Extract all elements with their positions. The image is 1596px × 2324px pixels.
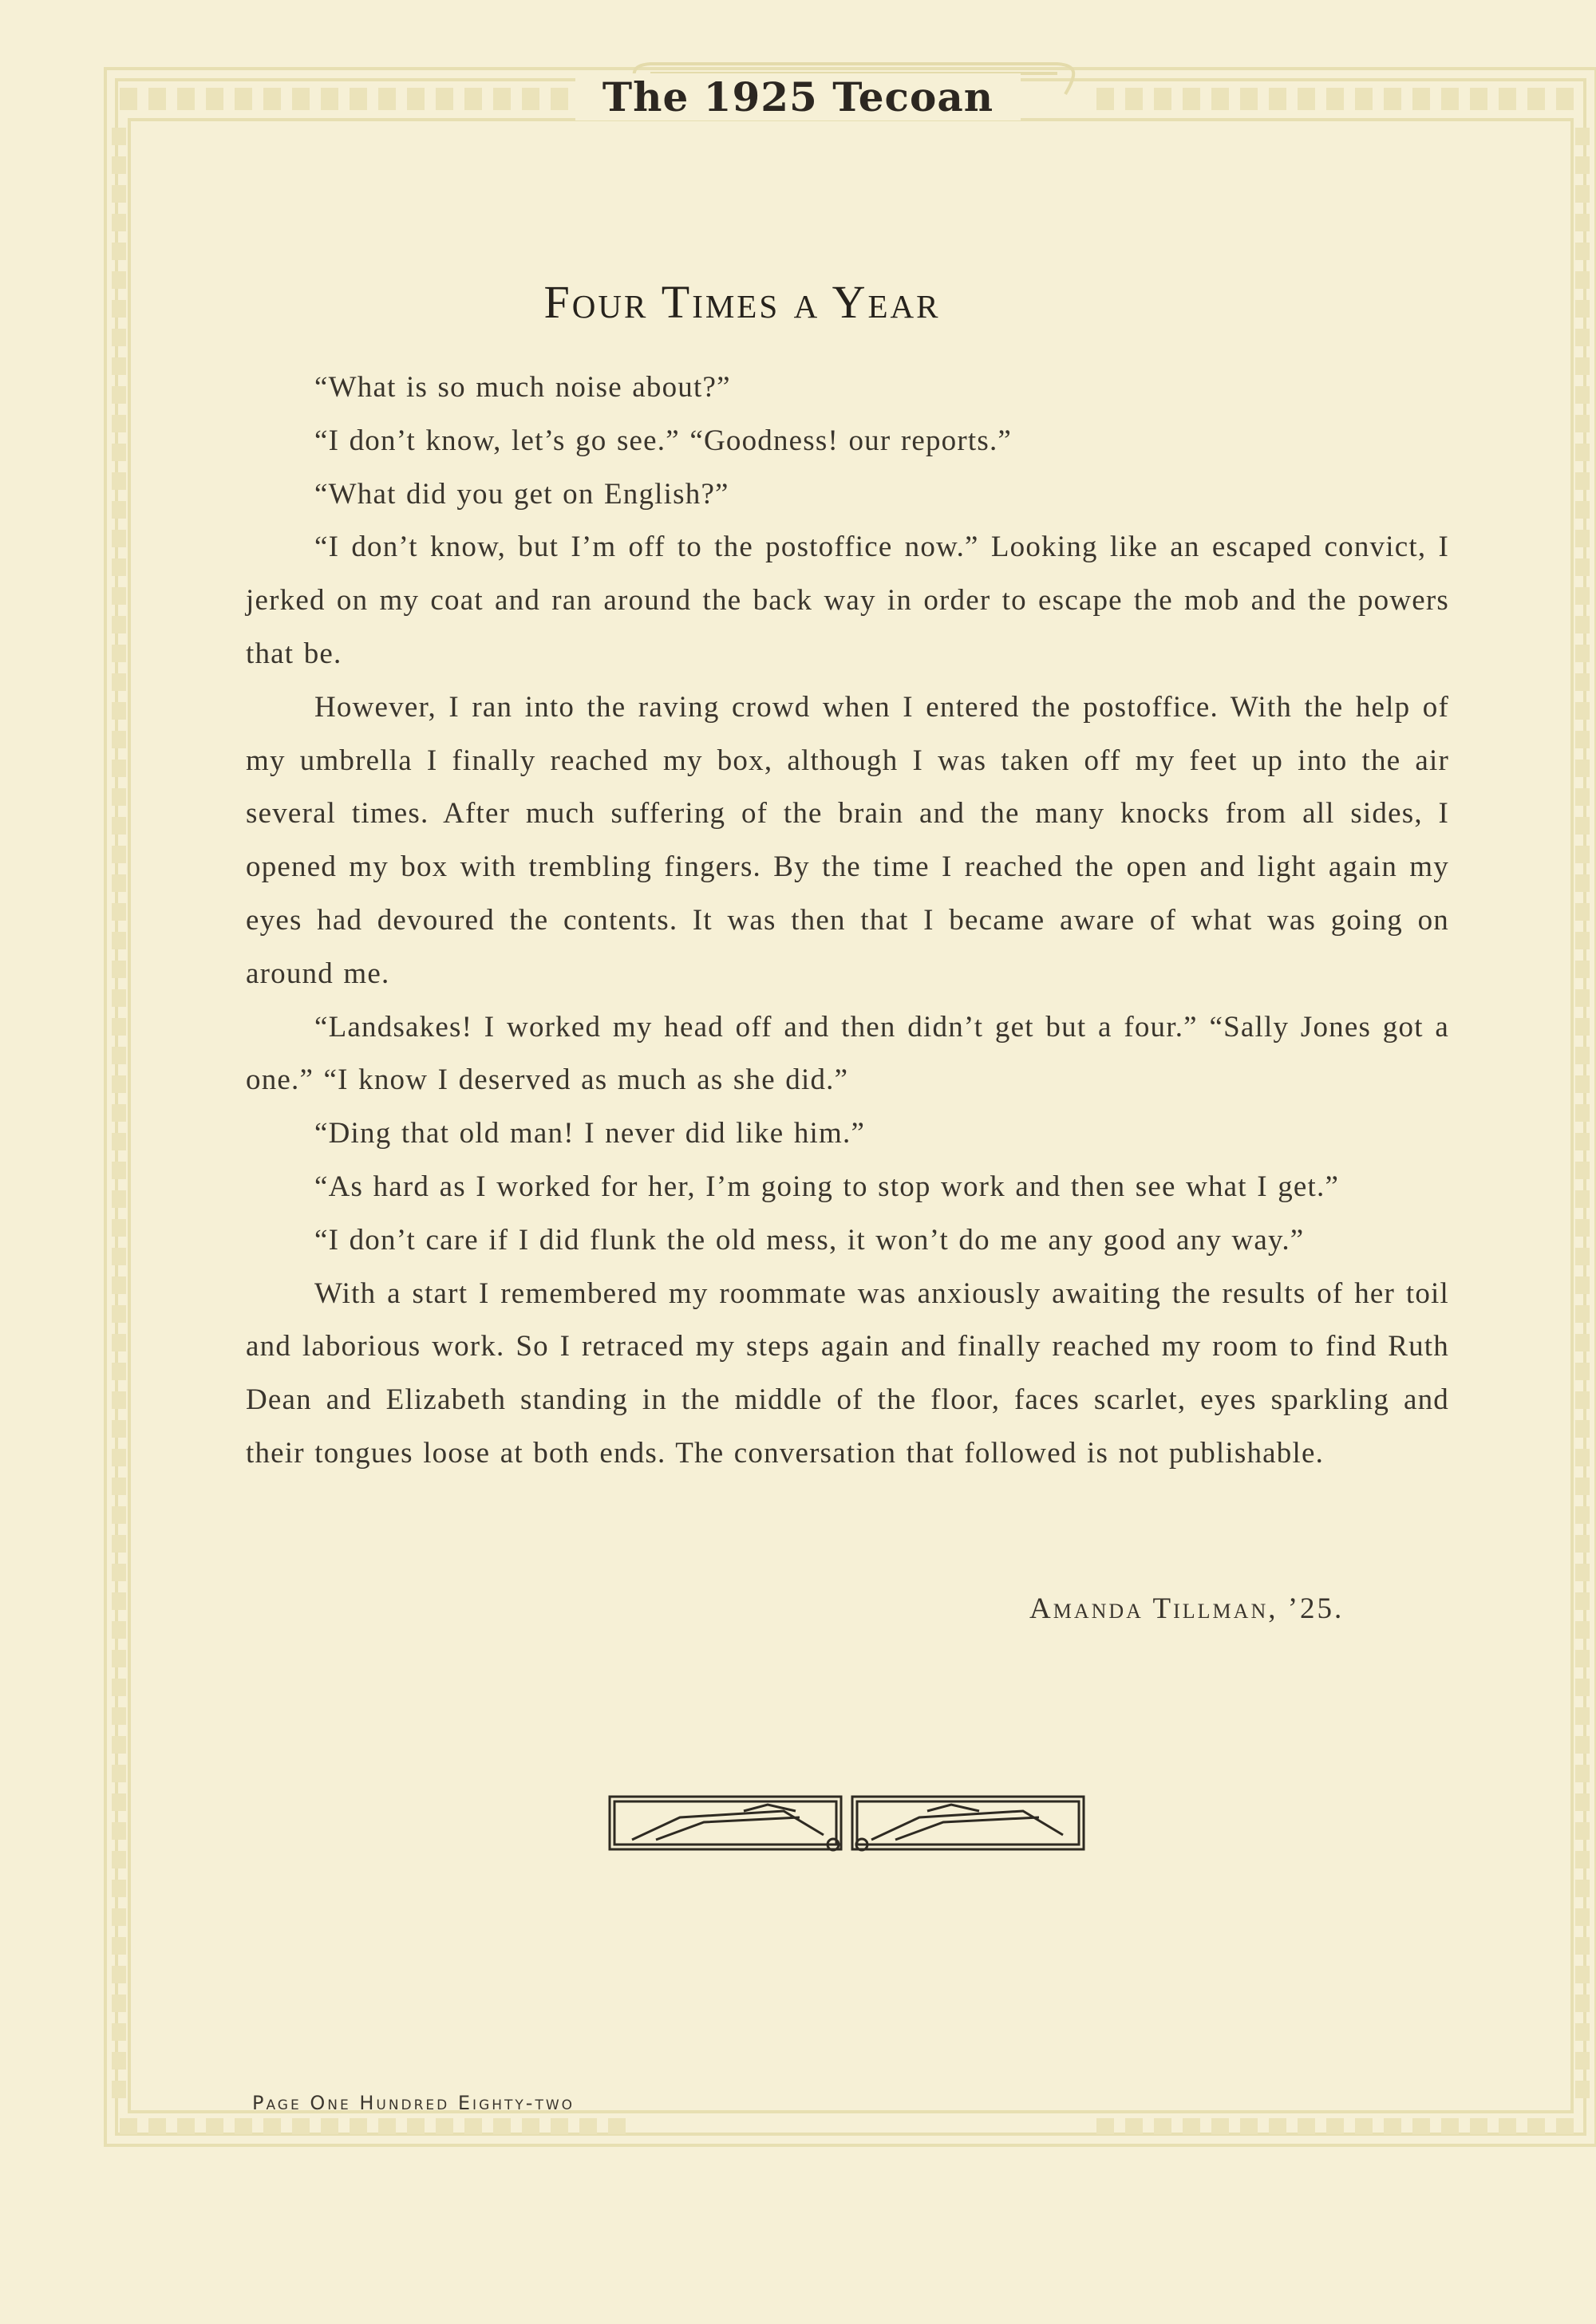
border-block bbox=[1575, 214, 1590, 231]
border-block bbox=[608, 2118, 626, 2134]
border-block bbox=[1575, 846, 1590, 863]
border-block bbox=[112, 156, 126, 174]
border-block bbox=[1575, 1190, 1590, 1208]
border-block bbox=[1527, 2118, 1545, 2134]
article-body bbox=[246, 361, 1449, 1481]
border-block bbox=[1575, 1765, 1590, 1782]
border-block bbox=[1575, 932, 1590, 949]
border-block bbox=[1575, 1592, 1590, 1610]
border-block bbox=[1575, 2081, 1590, 2098]
border-block bbox=[1575, 1506, 1590, 1524]
border-block bbox=[1575, 1047, 1590, 1064]
border-block bbox=[112, 1822, 126, 1840]
article-title: Four Times a Year bbox=[543, 276, 941, 328]
border-block bbox=[1575, 760, 1590, 777]
border-block bbox=[1575, 444, 1590, 461]
border-block bbox=[112, 1190, 126, 1208]
border-block bbox=[1575, 1420, 1590, 1438]
border-block bbox=[112, 1018, 126, 1036]
border-block bbox=[1575, 1908, 1590, 1926]
border-block bbox=[1575, 1248, 1590, 1265]
border-block bbox=[1575, 472, 1590, 490]
border-block bbox=[1412, 2118, 1430, 2134]
border-block bbox=[321, 2118, 338, 2134]
border-block bbox=[1575, 386, 1590, 404]
border-block bbox=[1575, 415, 1590, 432]
border-block bbox=[1575, 1305, 1590, 1323]
border-block bbox=[263, 2118, 281, 2134]
border-block bbox=[1575, 1937, 1590, 1955]
border-block bbox=[112, 1535, 126, 1553]
border-block bbox=[112, 673, 126, 691]
border-block bbox=[1575, 1363, 1590, 1380]
border-block bbox=[112, 1133, 126, 1150]
border-block bbox=[1575, 185, 1590, 203]
border-block bbox=[1575, 1995, 1590, 2012]
paragraph: “What is so much noise about?” bbox=[314, 371, 731, 404]
border-block bbox=[1183, 2118, 1200, 2134]
border-block bbox=[112, 645, 126, 662]
paragraph: “Landsakes! I worked my head off and then didn’t get but a four.” “Sally Jones got a one.” “I know I deserved as much as she did.” bbox=[246, 1010, 1449, 1097]
border-block bbox=[1575, 530, 1590, 547]
border-block bbox=[1575, 1966, 1590, 1983]
border-block bbox=[1575, 128, 1590, 145]
border-block bbox=[112, 214, 126, 231]
border-block bbox=[493, 2118, 511, 2134]
border-block bbox=[112, 530, 126, 547]
border-block bbox=[1575, 156, 1590, 174]
border-block bbox=[378, 2118, 396, 2134]
border-block bbox=[407, 2118, 425, 2134]
border-block bbox=[112, 961, 126, 978]
border-block bbox=[1575, 1018, 1590, 1036]
border-block bbox=[112, 1793, 126, 1811]
border-block bbox=[1575, 989, 1590, 1007]
border-block bbox=[1154, 2118, 1171, 2134]
border-block bbox=[1575, 1133, 1590, 1150]
border-block bbox=[1575, 1880, 1590, 1897]
border-block bbox=[1575, 1650, 1590, 1667]
ornament-divider bbox=[608, 1793, 1087, 1857]
border-block bbox=[1575, 1707, 1590, 1725]
border-block bbox=[112, 558, 126, 576]
border-block bbox=[112, 501, 126, 519]
border-block bbox=[112, 731, 126, 748]
border-block bbox=[1575, 300, 1590, 318]
border-block bbox=[1556, 2118, 1574, 2134]
border-block bbox=[235, 2118, 252, 2134]
border-block bbox=[1575, 903, 1590, 921]
border-block bbox=[112, 2023, 126, 2041]
border-block bbox=[206, 2118, 223, 2134]
border-block bbox=[112, 1334, 126, 1351]
border-block bbox=[148, 2118, 166, 2134]
border-block bbox=[551, 2118, 568, 2134]
border-block bbox=[1575, 1219, 1590, 1237]
border-block bbox=[1575, 1736, 1590, 1754]
border-block bbox=[112, 587, 126, 605]
border-block bbox=[112, 702, 126, 720]
border-block bbox=[1575, 1162, 1590, 1179]
border-block bbox=[112, 386, 126, 404]
border-block bbox=[112, 1305, 126, 1323]
border-block bbox=[292, 2118, 310, 2134]
border-block bbox=[1269, 2118, 1286, 2134]
border-block bbox=[112, 1736, 126, 1754]
border-block bbox=[112, 329, 126, 346]
border-block bbox=[1470, 2118, 1487, 2134]
page-footer: Page One Hundred Eighty-two bbox=[252, 2092, 575, 2114]
border-block bbox=[112, 1621, 126, 1639]
border-block bbox=[1575, 1679, 1590, 1696]
border-block bbox=[112, 1478, 126, 1495]
paragraph: “I don’t know, let’s go see.” “Goodness! our reports.” bbox=[314, 424, 1013, 457]
border-block bbox=[1575, 788, 1590, 806]
border-block bbox=[112, 2052, 126, 2070]
border-block bbox=[112, 1880, 126, 1897]
border-block bbox=[350, 2118, 367, 2134]
border-block bbox=[1575, 702, 1590, 720]
border-block bbox=[1575, 2023, 1590, 2041]
border-block bbox=[1575, 874, 1590, 892]
paragraph: “Ding that old man! I never did like him.” bbox=[314, 1117, 866, 1150]
border-block bbox=[112, 1765, 126, 1782]
border-block bbox=[112, 1162, 126, 1179]
border-block bbox=[112, 2081, 126, 2098]
border-block bbox=[112, 1995, 126, 2012]
border-block bbox=[1575, 1075, 1590, 1093]
border-block bbox=[1575, 1391, 1590, 1409]
border-block bbox=[1575, 243, 1590, 260]
border-block bbox=[1326, 2118, 1344, 2134]
border-block bbox=[112, 1966, 126, 1983]
paragraph: However, I ran into the raving crowd when I entered the postoffice. With the help of my umbrella I finally reached my box, although I was taken off my feet up into the air several times. After much suffering of the brain and the many knocks from all sides, I opened my box with trembling fingers. By the time I reached the open and light again my eyes had devoured the contents. It was then that I became aware of what was going on around me. bbox=[246, 690, 1449, 990]
border-block bbox=[112, 1851, 126, 1868]
border-block bbox=[112, 903, 126, 921]
paragraph: With a start I remembered my roommate was anxiously awaiting the results of her toil and laborious work. So I retraced my steps again and finally reached my room to find Ruth Dean and Elizabeth standing in the middle of the floor, faces scarlet, eyes sparkling and their tongues loose at both ends. The conversation that followed is not publishable. bbox=[246, 1276, 1449, 1470]
paragraph: “As hard as I worked for her, I’m going to stop work and then see what I get.” bbox=[314, 1170, 1340, 1203]
border-block bbox=[112, 128, 126, 145]
border-block bbox=[1575, 731, 1590, 748]
border-block bbox=[112, 1363, 126, 1380]
border-block bbox=[1575, 587, 1590, 605]
border-block bbox=[112, 760, 126, 777]
border-block bbox=[1575, 1822, 1590, 1840]
border-block bbox=[1575, 1276, 1590, 1294]
border-block bbox=[464, 2118, 482, 2134]
border-block bbox=[579, 2118, 597, 2134]
border-block bbox=[112, 1908, 126, 1926]
border-block bbox=[112, 1564, 126, 1581]
border-block bbox=[112, 1679, 126, 1696]
paragraph: “I don’t know, but I’m off to the postoffice now.” Looking like an escaped convict, I jerked on my coat and ran around the back way in order to escape the mob and the powers that be. bbox=[246, 531, 1449, 670]
border-block bbox=[436, 2118, 453, 2134]
running-header bbox=[0, 73, 1596, 120]
border-block bbox=[1575, 1334, 1590, 1351]
border-block bbox=[1575, 271, 1590, 289]
border-block bbox=[1575, 673, 1590, 691]
border-block bbox=[112, 1248, 126, 1265]
border-block bbox=[1575, 616, 1590, 633]
author-signature: Amanda Tillman, ’25. bbox=[1029, 1592, 1345, 1625]
border-block bbox=[1575, 1793, 1590, 1811]
border-block bbox=[112, 472, 126, 490]
border-block bbox=[112, 357, 126, 375]
border-block bbox=[1575, 329, 1590, 346]
border-block bbox=[1575, 1621, 1590, 1639]
border-block bbox=[1575, 357, 1590, 375]
border-block bbox=[1575, 817, 1590, 835]
border-block bbox=[1575, 645, 1590, 662]
border-block bbox=[1575, 1478, 1590, 1495]
border-block bbox=[1575, 1564, 1590, 1581]
border-block bbox=[1575, 961, 1590, 978]
border-block bbox=[112, 616, 126, 633]
border-block bbox=[1096, 2118, 1114, 2134]
border-block bbox=[112, 1104, 126, 1122]
border-block bbox=[1384, 2118, 1401, 2134]
border-block bbox=[112, 874, 126, 892]
border-block bbox=[1575, 1851, 1590, 1868]
border-block bbox=[1575, 1449, 1590, 1466]
border-block bbox=[112, 1075, 126, 1093]
border-block bbox=[1575, 1104, 1590, 1122]
border-block bbox=[1575, 501, 1590, 519]
border-block bbox=[112, 1506, 126, 1524]
border-block bbox=[112, 444, 126, 461]
border-block bbox=[112, 1047, 126, 1064]
border-block bbox=[112, 989, 126, 1007]
border-block bbox=[1499, 2118, 1516, 2134]
border-block bbox=[112, 1650, 126, 1667]
paragraph: “What did you get on English?” bbox=[314, 477, 729, 511]
border-block bbox=[112, 817, 126, 835]
border-block bbox=[112, 1937, 126, 1955]
border-block bbox=[120, 2118, 137, 2134]
border-block bbox=[112, 1449, 126, 1466]
border-block bbox=[112, 1391, 126, 1409]
border-block bbox=[1575, 2052, 1590, 2070]
border-block bbox=[112, 1420, 126, 1438]
border-block bbox=[112, 1592, 126, 1610]
border-block bbox=[112, 1219, 126, 1237]
paragraph: “I don’t care if I did flunk the old mess, it won’t do me any good any way.” bbox=[314, 1223, 1305, 1257]
border-block bbox=[1125, 2118, 1143, 2134]
border-block bbox=[1211, 2118, 1229, 2134]
border-block bbox=[112, 846, 126, 863]
border-block bbox=[112, 415, 126, 432]
border-block bbox=[112, 1707, 126, 1725]
border-block bbox=[1441, 2118, 1459, 2134]
border-block bbox=[112, 243, 126, 260]
border-block bbox=[112, 932, 126, 949]
border-block bbox=[1575, 558, 1590, 576]
border-block bbox=[112, 788, 126, 806]
border-block bbox=[1575, 1535, 1590, 1553]
border-block bbox=[1240, 2118, 1258, 2134]
border-block bbox=[177, 2118, 195, 2134]
border-block bbox=[1298, 2118, 1315, 2134]
border-block bbox=[1355, 2118, 1373, 2134]
border-block bbox=[112, 185, 126, 203]
border-block bbox=[112, 1276, 126, 1294]
border-block bbox=[522, 2118, 539, 2134]
header-title-text: The 1925 Tecoan bbox=[575, 73, 1021, 120]
